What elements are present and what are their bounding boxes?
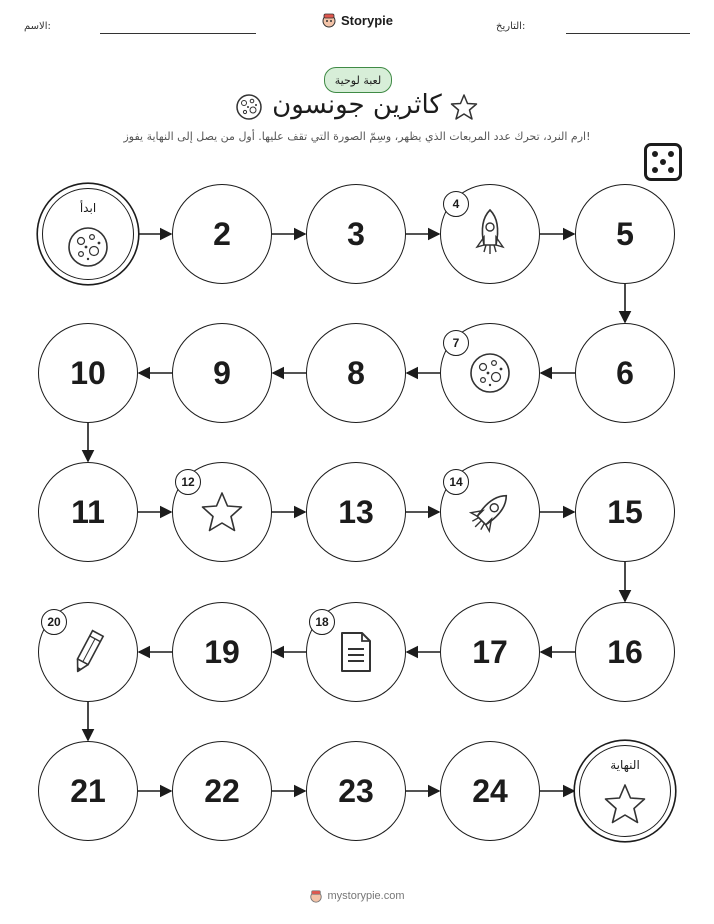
start-space xyxy=(42,188,134,280)
space-number: 22 xyxy=(204,772,240,809)
board-space-7 xyxy=(440,323,540,423)
space-number-badge: 18 xyxy=(309,609,335,635)
footer xyxy=(0,888,714,907)
board-space-18 xyxy=(306,602,406,702)
space-number-badge: 14 xyxy=(443,469,469,495)
rocket-tilted-icon xyxy=(463,485,517,539)
space-number: 10 xyxy=(70,354,106,391)
board-space-16 xyxy=(575,602,675,702)
game-type-badge: لعبة لوحية xyxy=(324,67,392,93)
page-title: كاثرين جونسون xyxy=(272,90,442,120)
board-space-9 xyxy=(172,323,272,423)
board-space-14 xyxy=(440,462,540,562)
board-space-12 xyxy=(172,462,272,562)
finish-space xyxy=(579,745,671,837)
board-space-20 xyxy=(38,602,138,702)
board-space-15 xyxy=(575,462,675,562)
star-icon xyxy=(602,782,648,830)
board-space-4 xyxy=(440,184,540,284)
brand-name: Storypie xyxy=(340,12,393,28)
board-space-3 xyxy=(306,184,406,284)
space-number: 3 xyxy=(347,215,365,252)
board-space-23 xyxy=(306,741,406,841)
space-number-badge: 7 xyxy=(443,330,469,356)
instructions: ارم النرد، تحرك عدد المربعات الذي يظهر، وسِمّ الصورة التي تقف عليها. أول من يصل إلى النهاية يفوز! xyxy=(123,130,591,143)
space-number: 11 xyxy=(71,493,105,530)
board-space-22 xyxy=(172,741,272,841)
space-number: 9 xyxy=(213,354,231,391)
moon-icon xyxy=(66,225,110,273)
finish-label: النهاية xyxy=(610,758,640,772)
star-icon xyxy=(199,490,245,534)
board-space-21 xyxy=(38,741,138,841)
rocket-icon xyxy=(472,207,508,261)
space-number-badge: 20 xyxy=(41,609,67,635)
board-space-11 xyxy=(38,462,138,562)
space-number: 15 xyxy=(607,493,643,530)
space-number: 6 xyxy=(616,354,634,391)
space-number: 24 xyxy=(472,772,508,809)
footer-site[interactable]: mystorypie.com xyxy=(327,890,405,902)
board-space-10 xyxy=(38,323,138,423)
space-number: 8 xyxy=(347,354,365,391)
space-number: 13 xyxy=(338,493,374,530)
pencil-icon xyxy=(68,627,108,677)
board-space-17 xyxy=(440,602,540,702)
moon-icon xyxy=(468,351,512,395)
space-number: 16 xyxy=(607,633,643,670)
date-label: التاريخ: xyxy=(496,21,526,32)
board-space-13 xyxy=(306,462,406,562)
name-label: الاسم: xyxy=(24,21,51,32)
space-number: 17 xyxy=(472,633,508,670)
space-number: 23 xyxy=(338,772,374,809)
board-space-6 xyxy=(575,323,675,423)
board-space-8 xyxy=(306,323,406,423)
board-space-19 xyxy=(172,602,272,702)
storypie-logo-icon xyxy=(309,889,323,903)
board-space-2 xyxy=(172,184,272,284)
start-label: ابدأ xyxy=(79,201,97,215)
board-space-24 xyxy=(440,741,540,841)
space-number-badge: 4 xyxy=(443,191,469,217)
space-number-badge: 12 xyxy=(175,469,201,495)
document-icon xyxy=(338,630,374,674)
space-number: 21 xyxy=(70,772,106,809)
space-number: 5 xyxy=(616,215,634,252)
board-space-5 xyxy=(575,184,675,284)
space-number: 2 xyxy=(213,215,231,252)
space-number: 19 xyxy=(204,633,240,670)
